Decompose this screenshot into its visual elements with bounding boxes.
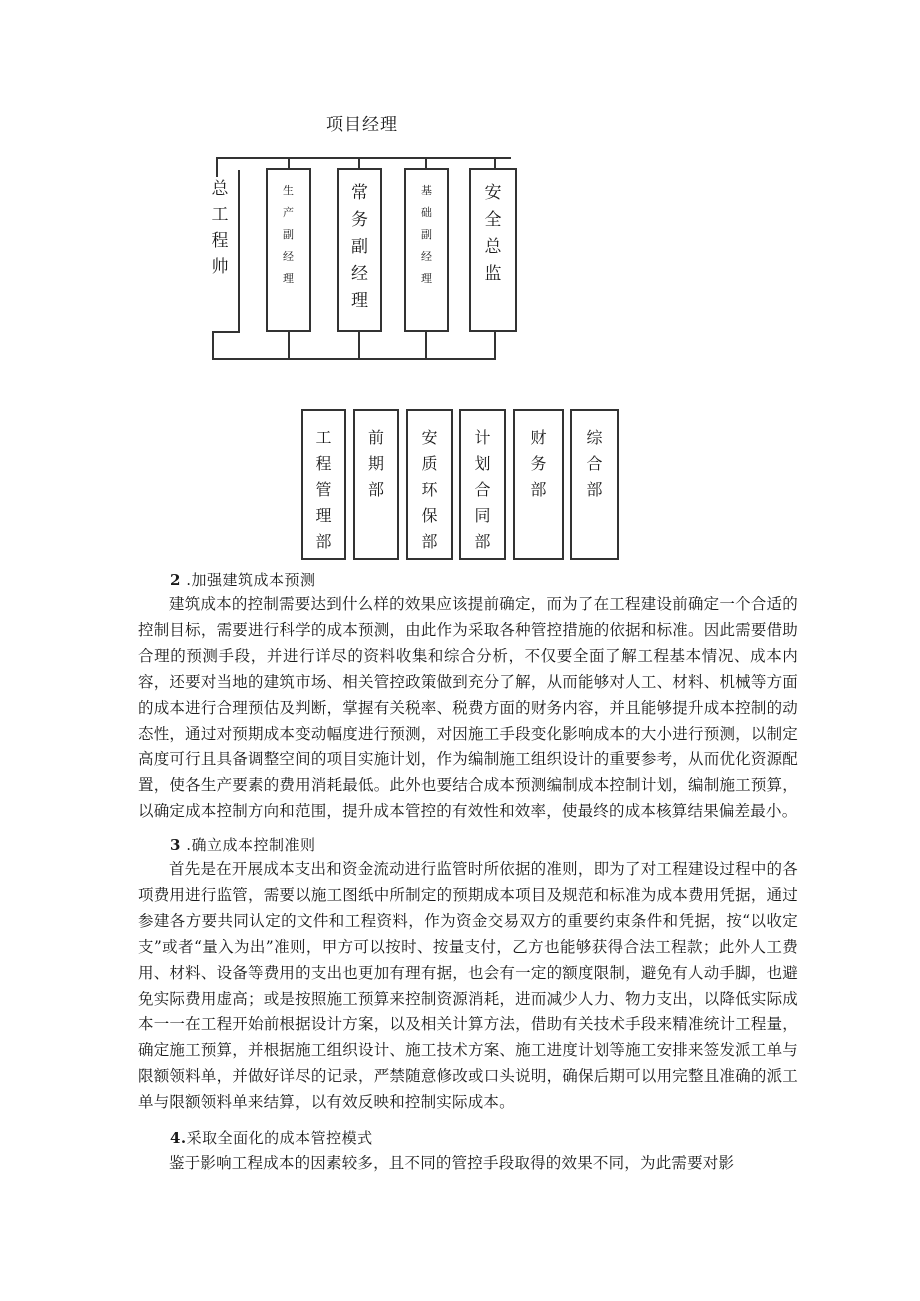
section-heading: 4.采取全面化的成本管控模式: [170, 1129, 373, 1147]
section-heading: 3 .确立成本控制准则: [170, 836, 316, 854]
org-box-foundation-deputy: 基 础 副 经 理: [404, 168, 449, 332]
org-box-production-deputy: 生 产 副 经 理: [266, 168, 311, 332]
connector-line: [212, 331, 214, 360]
org-box-planning-contract-dept: 计 划 合 同 部: [459, 409, 506, 560]
section-paragraph: 首先是在开展成本支出和资金流动进行监管时所依据的准则，即为了对工程建设过程中的各项费用进行监管，需要以施工图纸中所制定的预期成本项目及规范和标准为成本费用凭据，通过参建各方要共同认定的文件和工程资料，作为资金交易双方的重要约束条件和凭据，按“以收定支”或者“量入为出”准则，甲方可以按时、按量支付，乙方也能够获得合法工程款；此外人工费用、材料、设备等费用的支出也更加有理有据，也会有一定的额度限制，避免有人动手脚，也避免实际费用虚高；或是按照施工预算来控制资源消耗，进而减少人力、物力支出，以降低实际成本一一在工程开始前根据设计方案，以及相关计算方法，借助有关技术手段来精准统计工程量，确定施工预算，并根据施工组织设计、施工技术方案、施工进度计划等施工安排来签发派工单与限额领料单，并做好详尽的记录，严禁随意修改或口头说明，确保后期可以用完整且准确的派工单与限额领料单来结算，以有效反映和控制实际成本。: [138, 860, 798, 1112]
org-box-general-affairs-dept: 综 合 部: [570, 409, 619, 560]
connector-line: [216, 157, 218, 177]
connector-line: [238, 170, 240, 332]
org-box-executive-deputy: 常 务 副 经 理: [337, 168, 382, 332]
connector-line: [494, 332, 496, 360]
connector-line: [425, 332, 427, 360]
org-box-finance-dept: 财 务 部: [513, 409, 564, 560]
org-top-title: 项目经理: [326, 115, 398, 135]
section-heading: 2 .加强建筑成本预测: [170, 571, 316, 589]
connector-line: [288, 332, 290, 360]
connector-line: [212, 331, 240, 333]
org-box-quality-safety-env-dept: 安 质 环 保 部: [406, 409, 453, 560]
org-box-engineering-dept: 工 程 管 理 部: [301, 409, 346, 560]
section-paragraph: 鉴于影响工程成本的因素较多，且不同的管控手段取得的效果不同，为此需要对影: [169, 1154, 735, 1172]
org-box-preliminary-dept: 前 期 部: [353, 409, 399, 560]
section-paragraph: 建筑成本的控制需要达到什么样的效果应该提前确定，而为了在工程建设前确定一个合适的控制目标，需要进行科学的成本预测，由此作为采取各种管控措施的依据和标准。因此需要借助合理的预测手段，并进行详尽的资料收集和综合分析，不仅要全面了解工程基本情况、成本内容，还要对当地的建筑市场、相关管控政策做到充分了解，从而能够对人工、材料、机械等方面的成本进行合理预估及判断，掌握有关税率、税费方面的财务内容，并且能够提升成本控制的动态性，通过对预期成本变动幅度进行预测，对因施工手段变化影响成本的大小进行预测，以制定高度可行且具备调整空间的项目实施计划，作为编制施工组织设计的重要参考，从而优化资源配置，使各生产要素的费用消耗最低。此外也要结合成本预测编制成本控制计划，编制施工预算，以确定成本控制方向和范围，提升成本管控的有效性和效率，使最终的成本核算结果偏差最小。: [138, 595, 798, 821]
connector-line: [358, 332, 360, 360]
top-connector-line: [216, 157, 511, 159]
org-box-safety-director: 安 全 总 监: [469, 168, 517, 332]
bottom-connector-line: [212, 358, 496, 360]
chief-engineer-label: 总 工 程 帅: [211, 179, 229, 277]
